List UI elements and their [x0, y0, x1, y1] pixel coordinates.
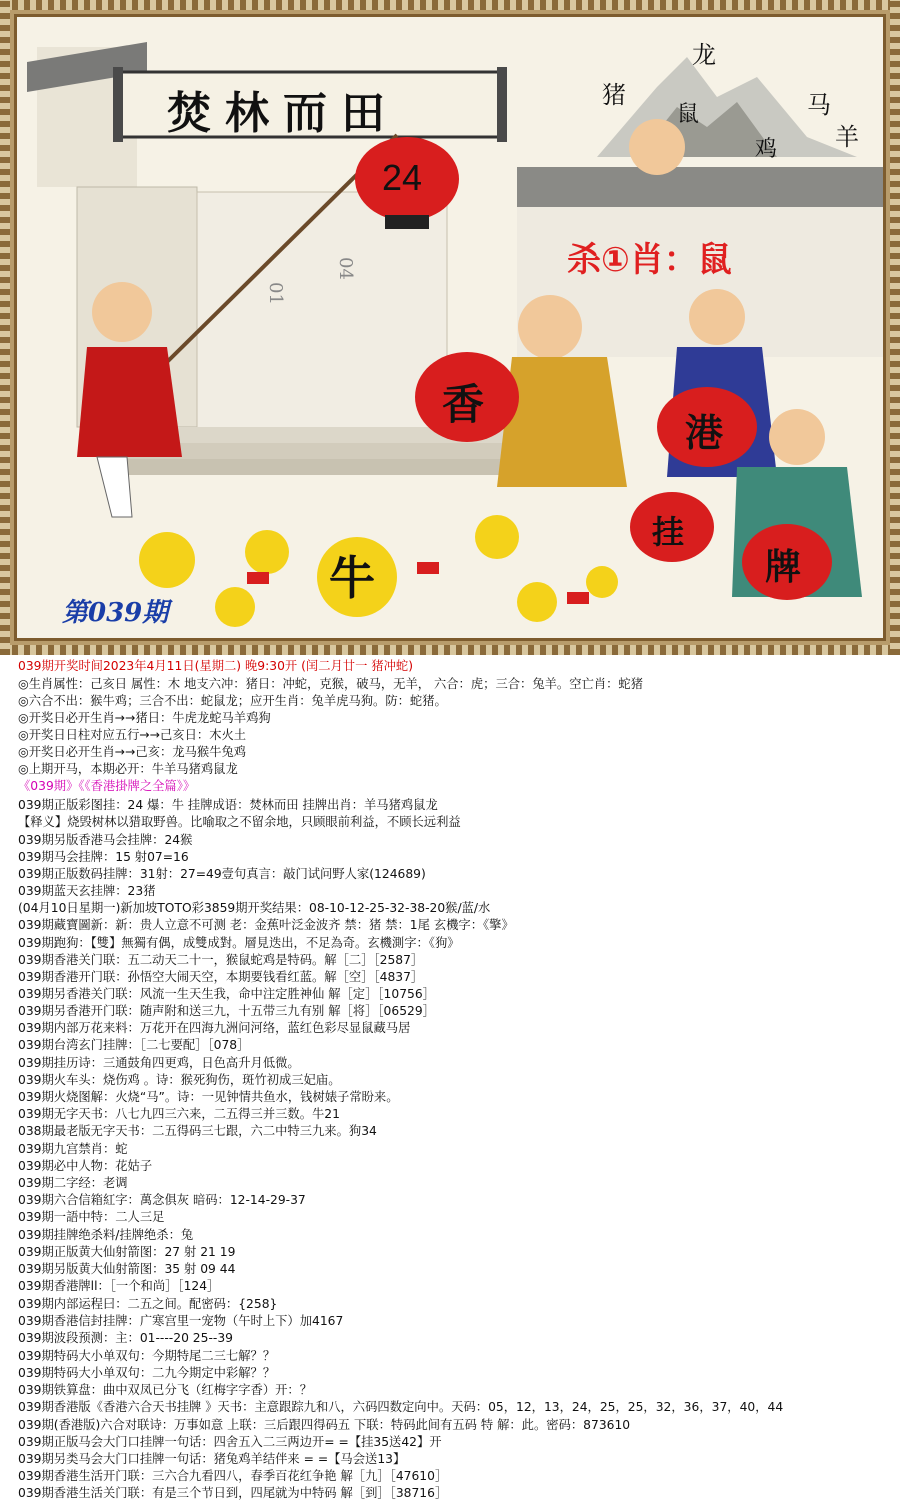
lantern-char-xiang: 香	[442, 380, 485, 429]
lantern-char-gang: 港	[685, 410, 724, 455]
child-right-head	[689, 289, 745, 345]
info-line: 039期台湾玄门挂牌：［二七要配］［078］	[18, 1038, 250, 1052]
firecracker-3	[567, 592, 589, 604]
info-line: ◎上期开马，本期必开：牛羊马猪鸡鼠龙	[18, 762, 238, 776]
info-line: 039期香港生活关门联：有是三个节日到，四尾就为中特码 解［到］［38716］	[18, 1486, 448, 1500]
info-line: 039期开奖时间2023年4月11日(星期二) 晚9:30开 (闰二月廿一 猪冲蛇)	[18, 659, 414, 673]
firework-6	[586, 566, 618, 598]
info-line: 039期香港信封挂牌：广寒宫里一宠物（午时上下）加4167	[18, 1314, 344, 1328]
zodiac-horse: 马	[807, 91, 831, 119]
lantern-char-pai: 牌	[765, 546, 802, 588]
zodiac-rat: 鼠	[677, 102, 700, 127]
info-line: 039期另类马会大门口挂牌一句话：猪兔鸡羊结伴来 = =【马会送13】	[18, 1452, 406, 1466]
info-line: 039期另版黄大仙射箭图：35 射 09 44	[18, 1262, 236, 1276]
info-line: 039期必中人物：花姑子	[18, 1159, 153, 1173]
firework-4	[475, 515, 519, 559]
niu-character: 牛	[329, 551, 375, 605]
firework-5	[517, 582, 557, 622]
info-line: ◎生肖属性：己亥日 属性：木 地支六冲：猪日：冲蛇，克猴，破马，无羊， 六合：虎；三合：兔羊。空亡肖：蛇猪	[18, 677, 644, 691]
info-line: 039期藏寶圖新：新：贵人立意不可测 老：金蕉叶泛金波齐 禁：猪 禁：1尾 玄機字：《擎》	[18, 918, 514, 932]
wall-mark-2: 04	[335, 257, 356, 280]
child-far-head	[769, 409, 825, 465]
poster-canvas	[14, 14, 886, 641]
child-mid-head	[518, 295, 582, 359]
info-line: 039期特码大小单双句：今期特尾二三七解？？	[18, 1349, 276, 1363]
firecracker-2	[417, 562, 439, 574]
info-line: 039期另版香港马会挂牌：24猴	[18, 833, 193, 847]
border-right	[890, 0, 900, 655]
firecracker-1	[247, 572, 269, 584]
info-line: 039期另香港关门联：风流一生天生我，命中注定胜神仙 解［定］［10756］	[18, 987, 435, 1001]
info-line: 039期正版彩图挂：24 爆：牛 挂牌成语：焚林而田 挂牌出肖：羊马猪鸡鼠龙	[18, 798, 438, 812]
child-left-head	[92, 282, 152, 342]
firework-2	[245, 530, 289, 574]
info-line: 039期波段预测：主：01----20 25--39	[18, 1331, 233, 1345]
info-line: ◎开奖日日柱对应五行→→己亥日：木火土	[18, 728, 247, 742]
firework-3	[215, 587, 255, 627]
info-line: 039期正版数码挂牌：31射：27=49壹句真言：敲门试问野人家(124689)	[18, 867, 426, 881]
scroll-rod-right	[497, 67, 507, 142]
step-3	[107, 459, 527, 475]
poster-image	[0, 0, 900, 655]
border-bottom	[0, 645, 900, 655]
child-mid-body	[497, 357, 627, 487]
firework-1	[139, 532, 195, 588]
zodiac-sheep: 羊	[835, 123, 859, 151]
info-line: 039期香港生活开门联：三六合九看四八，春季百花红争艳 解［九］［47610］	[18, 1469, 448, 1483]
info-line: 039期特码大小单双句：二九今期定中彩解？？	[18, 1366, 276, 1380]
info-line: 039期挂历诗：三通鼓角四更鸡，日色高升月低微。	[18, 1056, 300, 1070]
lantern-number: 24	[382, 157, 423, 198]
issue-number: 第039期	[62, 598, 169, 628]
border-top	[0, 0, 900, 10]
zodiac-pig: 猪	[602, 81, 626, 109]
info-line: 039期香港开门联：孙悟空大闹天空，本期要钱看红蓝。解［空］［4837］	[18, 970, 424, 984]
kill-zodiac-text: 杀①肖：鼠	[567, 240, 732, 280]
info-line: 039期马会挂牌：15 射07=16	[18, 850, 189, 864]
info-line: 039期六合信箱紅字：萬念俱灰 暗码：12-14-29-37	[18, 1193, 306, 1207]
info-line: 039期无字天书：八七九四三六来，二五得三并三数。牛21	[18, 1107, 340, 1121]
info-line: 039期香港版《香港六合天书挂牌 》天书：主意跟踪九和八，六码四数定向中。天码：05，12，13，24，25，25，32，36，37，40，44	[18, 1400, 784, 1414]
info-line: 039期内部万花来料：万花开在四海九洲问河络，蓝红色彩尽显鼠藏马居	[18, 1021, 411, 1035]
wall-mark-1: 01	[265, 282, 286, 305]
info-line: 039期(香港版)六合对联诗：万事如意 上联：三后跟四得码五 下联：特码此间有五码 特 解：此。密码：873610	[18, 1418, 631, 1432]
zodiac-rooster: 鸡	[755, 137, 778, 162]
poster-illustration	[17, 17, 883, 638]
scroll-title: 焚林而田	[167, 88, 399, 139]
child-left-legs	[97, 457, 132, 517]
info-line: 039期正版马会大门口挂牌一句话：四舍五入二三两边开= =【挂35送42】开	[18, 1435, 442, 1449]
info-line: 039期火车头：烧伤鸡 。诗：猴死狗伤，斑竹初成三妃庙。	[18, 1073, 341, 1087]
info-line: (04月10日星期一)新加坡TOTO彩3859期开奖结果：08-10-12-25-32-38-20猴/蓝/水	[18, 901, 491, 915]
info-line: ◎开奖日必开生肖→→己亥：龙马猴牛兔鸡	[18, 745, 247, 759]
info-line: 039期铁算盘：曲中双凤已分飞（红梅字字香）开：？	[18, 1383, 313, 1397]
info-line: 【释义】烧毁树林以猎取野兽。比喻取之不留余地，只顾眼前利益，不顾长远利益	[18, 815, 461, 829]
info-line: 039期一語中特：二人三足	[18, 1210, 165, 1224]
info-line: 039期香港关门联：五二动天二十一，猴鼠蛇鸡是特码。解［二］［2587］	[18, 953, 424, 967]
lantern-char-gua: 挂	[652, 513, 685, 551]
info-line: 《039期》《《香港掛牌之全篇》》	[18, 779, 196, 793]
info-line: ◎六合不出：猴牛鸡；三合不出：蛇鼠龙；应开生肖：兔羊虎马狗。防：蛇猪。	[18, 694, 447, 708]
info-line: 039期九宫禁肖：蛇	[18, 1142, 128, 1156]
info-line: 039期内部运程曰：二五之间。配密码：{258}	[18, 1297, 278, 1311]
child-left-body	[77, 347, 182, 457]
border-left	[0, 0, 10, 655]
info-line: 039期香港牌ll：［一个和尚］［124］	[18, 1279, 220, 1293]
info-line: 039期蓝天玄挂牌：23猪	[18, 884, 156, 898]
lantern-base	[385, 215, 429, 229]
info-line: 039期另香港开门联：随声附和送三九，十五带三九有别 解［将］［06529］	[18, 1004, 435, 1018]
info-line: ◎开奖日必开生肖→→猪日：牛虎龙蛇马羊鸡狗	[18, 711, 271, 725]
info-line: 039期正版黄大仙射箭图：27 射 21 19	[18, 1245, 236, 1259]
zodiac-dragon: 龙	[692, 41, 716, 69]
info-line: 039期挂牌绝杀料/挂牌绝杀：兔	[18, 1228, 194, 1242]
info-text-area	[0, 655, 900, 1510]
info-line: 039期火烧图解：火烧“马”。诗：一见钟情共鱼水，钱树婊子常盼来。	[18, 1090, 399, 1104]
info-line: 039期跑狗：【雙】無獨有偶，成雙成對。層見迭出，不足為奇。玄機測字：《狗》	[18, 936, 460, 950]
scroll-rod-left	[113, 67, 123, 142]
info-line: 038期最老版无字天书：二五得码三七跟，六二中特三九来。狗34	[18, 1124, 377, 1138]
info-line: 039期二字经：老调	[18, 1176, 128, 1190]
